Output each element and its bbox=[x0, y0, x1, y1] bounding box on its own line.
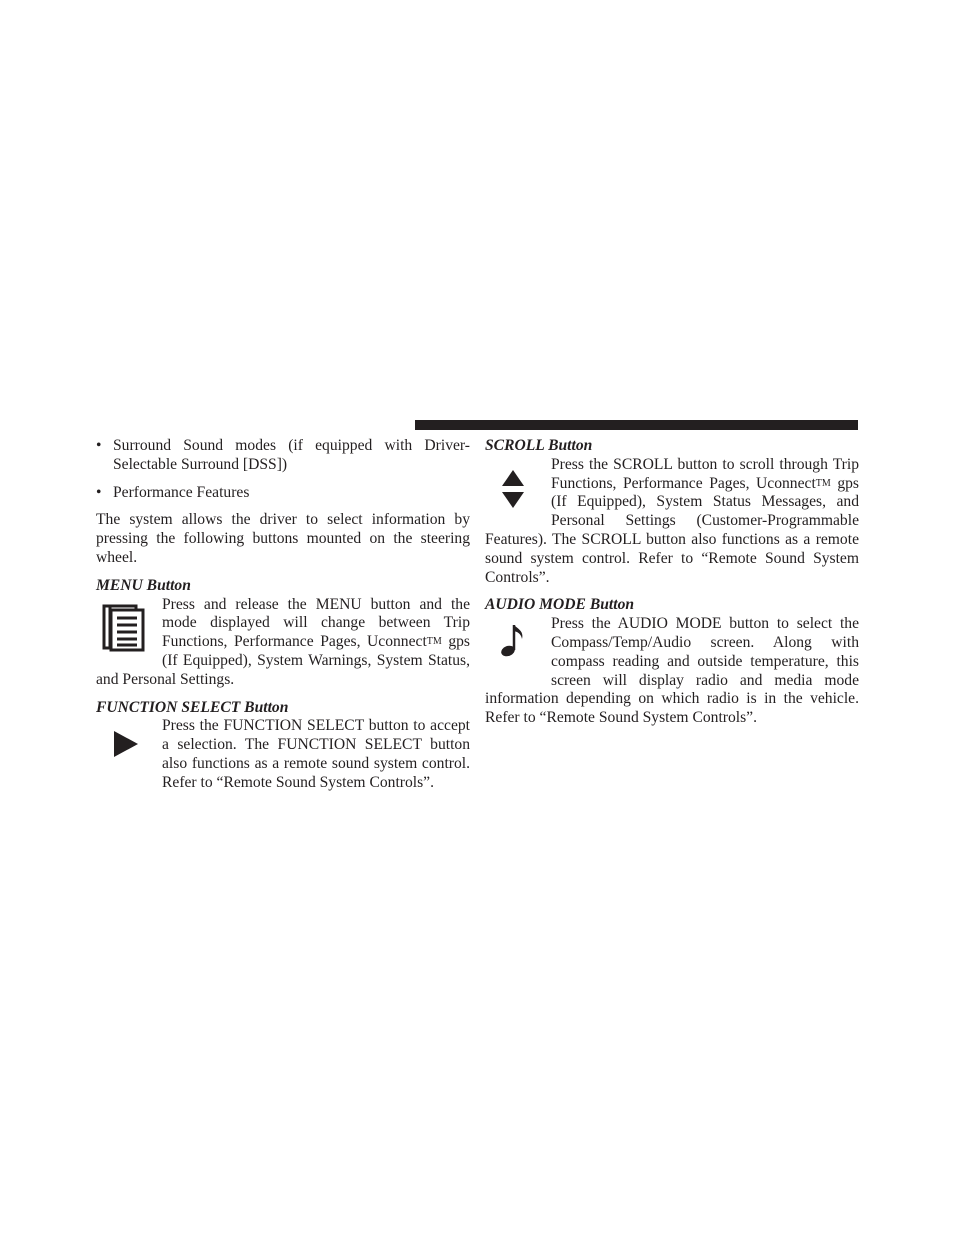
scroll-button-section bbox=[485, 456, 859, 588]
function-select-section bbox=[96, 717, 470, 792]
scroll-icon-box bbox=[485, 456, 551, 531]
list-item-text: Surround Sound modes (if equipped with Driver-Selectable Surround [DSS]) bbox=[113, 437, 470, 473]
music-note-icon bbox=[500, 623, 528, 659]
audio-mode-section bbox=[485, 615, 859, 728]
right-column bbox=[485, 437, 859, 737]
intro-paragraph: The system allows the driver to select information by pressing the following buttons mounted on the steering wheel. bbox=[96, 511, 470, 566]
list-item bbox=[96, 437, 470, 475]
audio-mode-heading: AUDIO MODE Button bbox=[485, 596, 635, 614]
scroll-button-text: Press the SCROLL button to scroll through Trip Functions, Performance Pages, UconnectTM gps (If Equipped), System Status Messages, and Personal Settings (Customer-Programmable Features). The SCROLL button also functions as a remote sound system control. Refer to “Remote Sound System Controls”. bbox=[485, 455, 860, 586]
section-header-bar bbox=[415, 420, 858, 430]
left-column bbox=[96, 437, 470, 802]
bullet-dot: • bbox=[96, 437, 102, 454]
scroll-button-heading: SCROLL Button bbox=[485, 437, 593, 454]
menu-icon-box bbox=[96, 596, 162, 671]
play-triangle-icon bbox=[112, 729, 140, 759]
list-item bbox=[96, 484, 470, 503]
menu-button-text: Press and release the MENU button and the mode displayed will change between Trip Functions, Performance Pages, UconnectTM gps (If Equipped), System Warnings, System Status, and Personal Settings. bbox=[96, 595, 471, 688]
audio-mode-text: Press the AUDIO MODE button to select the Compass/Temp/Audio screen. Along with compass reading and outside temperature, this screen will display radio and media mode information depending on which radio is in the vehicle. Refer to “Remote Sound System Controls”. bbox=[485, 615, 859, 727]
menu-button-section bbox=[96, 596, 470, 690]
function-select-heading: FUNCTION SELECT Button bbox=[96, 698, 289, 716]
function-select-icon-box bbox=[96, 717, 162, 792]
audio-mode-icon-box bbox=[485, 615, 551, 690]
list-item-text: Performance Features bbox=[113, 483, 250, 501]
up-down-arrows-icon bbox=[500, 468, 526, 512]
bullet-dot: • bbox=[96, 483, 102, 501]
function-select-text: Press the FUNCTION SELECT button to accept a selection. The FUNCTION SELECT button also functions as a remote sound system control. Refer to “Remote Sound System Controls”. bbox=[162, 717, 470, 791]
menu-button-heading: MENU Button bbox=[96, 576, 191, 594]
menu-icon bbox=[102, 604, 146, 652]
